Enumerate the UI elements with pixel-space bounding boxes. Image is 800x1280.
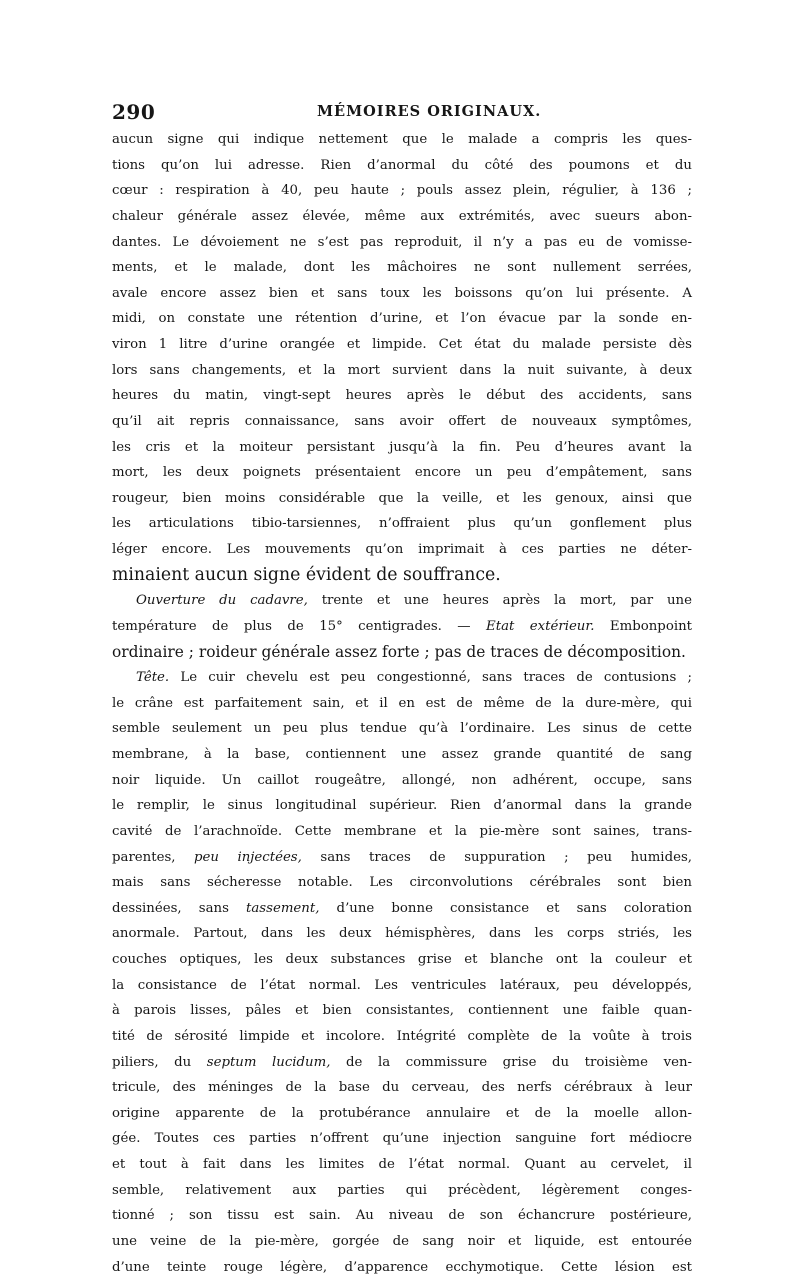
text-line [112, 1024, 692, 1050]
text-line [112, 947, 692, 973]
text-run: les articulations tibio-tarsiennes, n’offraient plus qu’un gonflement plus [112, 516, 692, 531]
text-line [112, 1255, 692, 1280]
text-line [112, 306, 692, 332]
text-line [112, 640, 692, 666]
italic-run: Tête. [136, 670, 169, 685]
text-line [112, 1203, 692, 1229]
text-line [112, 1126, 692, 1152]
text-line [112, 332, 692, 358]
text-run: ments, et le malade, dont les mâchoires ne sont nullement serrées, [112, 260, 692, 275]
text-run: semble seulement un peu plus tendue qu’à l’ordinaire. Les sinus de cette [112, 721, 692, 736]
text-line [112, 230, 692, 256]
text-line [112, 255, 692, 281]
text-run: ordinaire ; roideur générale assez forte ; pas de traces de décomposition. [112, 643, 686, 661]
text-run: tionné ; son tissu est sain. Au niveau de son échancrure postérieure, [112, 1208, 692, 1223]
running-title: MÉMOIRES ORIGINAUX. [317, 103, 541, 120]
paragraph [112, 588, 692, 665]
text-run: semble, relativement aux parties qui précèdent, légèrement conges- [112, 1183, 692, 1198]
text-line [112, 793, 692, 819]
text-run: tricule, des méninges de la base du cerveau, des nerfs cérébraux à leur [112, 1080, 692, 1095]
text-line [112, 588, 692, 614]
italic-run: Ouverture du cadavre, [136, 593, 308, 608]
italic-run: Etat extérieur. [486, 619, 594, 634]
text-line [112, 665, 692, 691]
text-run: Le cuir chevelu est peu congestionné, sans traces de contusions ; [169, 670, 692, 685]
text-run: parentes, [112, 850, 194, 865]
text-run: cavité de l’arachnoïde. Cette membrane et la pie-mère sont saines, trans- [112, 824, 692, 839]
text-run: rougeur, bien moins considérable que la veille, et les genoux, ainsi que [112, 491, 692, 506]
text-run: de la commissure grise du troisième ven- [330, 1055, 692, 1070]
text-line [112, 998, 692, 1024]
italic-run: tassement, [246, 901, 319, 916]
text-line [112, 1178, 692, 1204]
text-line [112, 614, 692, 640]
text-run: noir liquide. Un caillot rougeâtre, allongé, non adhérent, occupe, sans [112, 773, 692, 788]
text-line [112, 768, 692, 794]
text-run: avale encore assez bien et sans toux les boissons qu’on lui présente. A [112, 286, 692, 301]
text-run: les cris et la moiteur persistant jusqu’à la fin. Peu d’heures avant la [112, 440, 692, 455]
text-line [112, 460, 692, 486]
text-line [112, 973, 692, 999]
text-run: piliers, du [112, 1055, 207, 1070]
text-line [112, 281, 692, 307]
text-line [112, 845, 692, 871]
text-run: gée. Toutes ces parties n’offrent qu’une injection sanguine fort médiocre [112, 1131, 692, 1146]
text-line [112, 486, 692, 512]
text-run: aucun signe qui indique nettement que le malade a compris les ques- [112, 132, 692, 147]
text-run: chaleur générale assez élevée, même aux extrémités, avec sueurs abon- [112, 209, 692, 224]
text-run: léger encore. Les mouvements qu’on imprimait à ces parties ne déter- [112, 542, 692, 557]
text-line [112, 1229, 692, 1255]
text-run: Embonpoint [595, 619, 693, 634]
text-run: température de plus de 15° centigrades. — [112, 619, 486, 634]
text-run: midi, on constate une rétention d’urine, et l’on évacue par la sonde en- [112, 311, 692, 326]
text-line [112, 537, 692, 563]
text-line [112, 435, 692, 461]
text-line [112, 511, 692, 537]
text-line [112, 921, 692, 947]
text-line [112, 1075, 692, 1101]
body-text [112, 127, 692, 1280]
text-line [112, 358, 692, 384]
text-run: qu’il ait repris connaissance, sans avoir offert de nouveaux symptômes, [112, 414, 692, 429]
text-line [112, 178, 692, 204]
text-run: lors sans changements, et la mort survient dans la nuit suivante, à deux [112, 363, 692, 378]
text-run: à parois lisses, pâles et bien consistantes, contiennent une faible quan- [112, 1003, 692, 1018]
text-line [112, 691, 692, 717]
text-run: tité de sérosité limpide et incolore. Intégrité complète de la voûte à trois [112, 1029, 692, 1044]
text-line [112, 1152, 692, 1178]
paragraph [112, 665, 692, 1280]
text-run: dessinées, sans [112, 901, 246, 916]
text-run: membrane, à la base, contiennent une assez grande quantité de sang [112, 747, 692, 762]
text-line [112, 383, 692, 409]
text-run: trente et une heures après la mort, par une [308, 593, 692, 608]
italic-run: septum lucidum, [207, 1055, 331, 1070]
text-line [112, 153, 692, 179]
text-line [112, 896, 692, 922]
text-line [112, 1050, 692, 1076]
text-line [112, 127, 692, 153]
italic-run: peu injectées, [194, 850, 302, 865]
text-run: couches optiques, les deux substances grise et blanche ont la couleur et [112, 952, 692, 967]
text-run: cœur : respiration à 40, peu haute ; pouls assez plein, régulier, à 136 ; [112, 183, 692, 198]
text-line [112, 204, 692, 230]
text-run: le remplir, le sinus longitudinal supérieur. Rien d’anormal dans la grande [112, 798, 692, 813]
text-line [112, 563, 692, 589]
text-line [112, 742, 692, 768]
text-run: minaient aucun signe évident de souffrance. [112, 565, 501, 585]
text-run: d’une teinte rouge légère, d’apparence ecchymotique. Cette lésion est [112, 1260, 692, 1275]
text-line [112, 819, 692, 845]
text-line [112, 409, 692, 435]
text-run: tions qu’on lui adresse. Rien d’anormal du côté des poumons et du [112, 158, 692, 173]
text-run: anormale. Partout, dans les deux hémisphères, dans les corps striés, les [112, 926, 692, 941]
text-run: la consistance de l’état normal. Les ventricules latéraux, peu développés, [112, 978, 692, 993]
text-run: et tout à fait dans les limites de l’état normal. Quant au cervelet, il [112, 1157, 692, 1172]
text-run: dantes. Le dévoiement ne s’est pas reproduit, il n’y a pas eu de vomisse- [112, 235, 692, 250]
page-header [112, 100, 690, 122]
text-run: sans traces de suppuration ; peu humides, [302, 850, 692, 865]
page-number: 290 [112, 100, 155, 124]
text-run: le crâne est parfaitement sain, et il en est de même de la dure-mère, qui [112, 696, 692, 711]
paragraph [112, 127, 692, 588]
text-run: heures du matin, vingt-sept heures après le début des accidents, sans [112, 388, 692, 403]
text-run: origine apparente de la protubérance annulaire et de la moelle allon- [112, 1106, 692, 1121]
text-line [112, 1101, 692, 1127]
text-line [112, 870, 692, 896]
text-run: viron 1 litre d’urine orangée et limpide. Cet état du malade persiste dès [112, 337, 692, 352]
text-run: mais sans sécheresse notable. Les circonvolutions cérébrales sont bien [112, 875, 692, 890]
text-run: d’une bonne consistance et sans coloration [319, 901, 692, 916]
text-line [112, 716, 692, 742]
text-run: une veine de la pie-mère, gorgée de sang noir et liquide, est entourée [112, 1234, 692, 1249]
text-run: mort, les deux poignets présentaient encore un peu d’empâtement, sans [112, 465, 692, 480]
